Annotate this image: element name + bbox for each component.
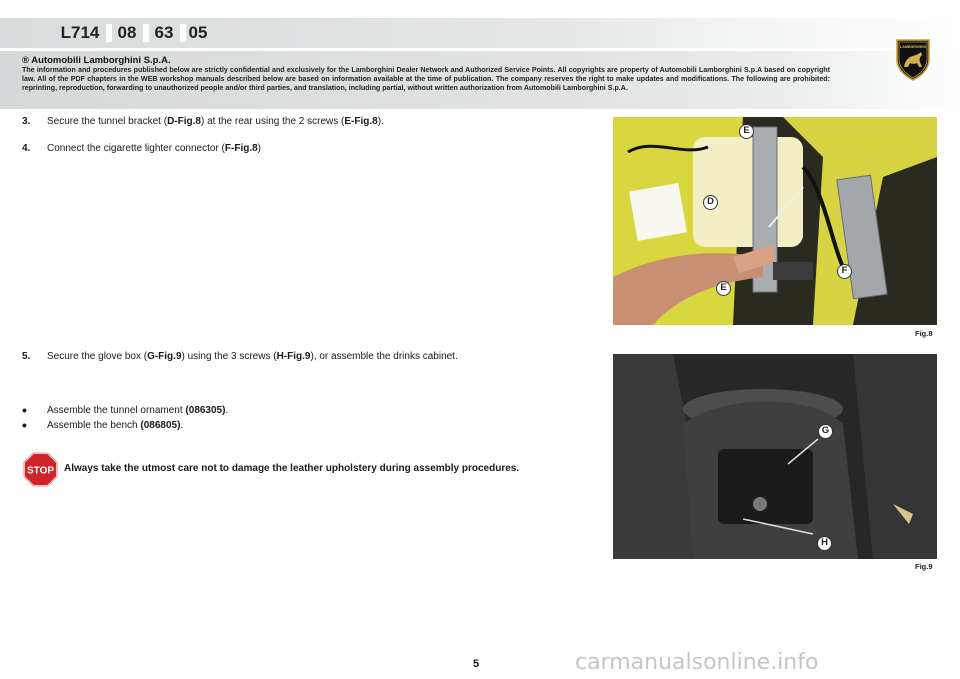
page-number: 5 [473,658,480,670]
callout-e: E [716,281,731,296]
figure-9-photo [613,354,937,559]
figure-9-illustration [613,354,937,559]
procedure-code: 05 [188,23,208,42]
callout-e: E [739,124,754,139]
model-code: L714 [60,23,100,42]
callout-d: D [703,195,718,210]
watermark: carmanualsonline.info [575,650,819,675]
step-number: 5. [22,351,31,362]
step-number: 3. [22,116,31,127]
ref-e-fig8: E-Fig.8 [344,116,378,127]
warning-text: Always take the utmost care not to damage the leather upholstery during assembly procedures. [64,463,520,474]
figure-8-photo [613,117,937,325]
ref-f-fig8: F-Fig.8 [224,143,258,154]
callout-f: F [837,264,852,279]
figure-8-illustration [613,117,937,325]
part-number: (086305) [185,405,226,416]
lamborghini-logo [893,37,933,81]
ref-g-fig9: G-Fig.9 [147,351,182,362]
group-code: 08 [117,23,137,42]
stop-sign-icon [22,451,59,488]
notice-text: The information and procedures published below are strictly confidential and exclusively for the Lamborghini Dealer Network and Authorized Service Points. All copyrights are property of Automobili Lamborghini S.p.A based on copyright law. All of the PDF chapters in the WEB workshop manuals described below are based on information available at the time of publication. The company reserves the right to make updates and modifications. The following are prohibited: reprinting, reproduction, forwarding to unauthorized people and/or third parties, and translation, including partial, without written authorization from Automobili Lamborghini S.p.A. [22,66,830,92]
ref-h-fig9: H-Fig.9 [276,351,311,362]
figure-9-label: Fig.9 [915,562,933,571]
part-number: (086805) [140,420,181,431]
notice-title: ® Automobili Lamborghini S.p.A. [22,55,171,66]
step-number: 4. [22,143,31,154]
subgroup-code: 63 [154,23,174,42]
callout-g: G [818,424,833,439]
figure-8-label: Fig.8 [915,329,933,338]
ref-d-fig8: D-Fig.8 [167,116,201,127]
callout-h: H [817,536,832,551]
stop-label: STOP [26,465,55,477]
logo-wordmark: LAMBORGHINI [900,45,926,49]
